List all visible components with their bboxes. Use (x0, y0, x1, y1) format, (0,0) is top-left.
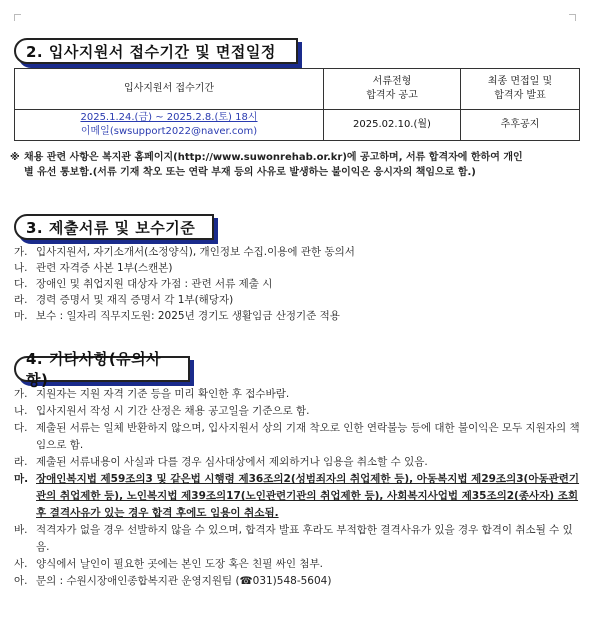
notice-line-1: 채용 관련 사항은 복지관 홈페이지(http://www.suwonrehab.or.kr)에 공고하며, 서류 합격자에 한하여 개인 (24, 152, 523, 163)
page-corner-mark (14, 14, 21, 21)
cell-period (15, 110, 324, 141)
period-email: 이메일(swsupport2022@naver.com) (80, 126, 258, 137)
list-item: 나. 입사지원서 작성 시 기간 산정은 채용 공고일을 기준으로 함. (14, 405, 310, 417)
list-item: 라. 경력 증명서 및 재직 증명서 각 1부(해당자) (14, 294, 234, 306)
list-item: 가. 지원자는 지원 자격 기준 등을 미리 확인한 후 접수바람. (14, 388, 290, 400)
section-3-heading (14, 214, 214, 240)
header-period: 입사지원서 접수기간 (15, 69, 324, 110)
section-3-title: 3. 제출서류 및 보수기준 (26, 218, 196, 237)
contact-info: 문의 : 수원시장애인종합복지관 운영지원팀 (☎031)548-5604) (36, 575, 332, 587)
section-4-list (14, 386, 580, 590)
section-4-heading (14, 350, 190, 389)
list-item: 아. 문의 : 수원시장애인종합복지관 운영지원팀 (☎031)548-5604) (14, 573, 580, 590)
list-item: 다. 장애인 및 취업지원 대상자 가점 : 관련 서류 제출 시 (14, 278, 273, 290)
period-dates: 2025.1.24.(금) ~ 2025.2.8.(토) 18시 (80, 112, 258, 123)
section-4-title: 4. 기타사항(유의사항) (26, 350, 162, 389)
list-item: 사. 양식에서 날인이 필요한 곳에는 본인 도장 혹은 친필 싸인 첨부. (14, 558, 323, 570)
list-item: 나. 관련 자격증 사본 1부(스캔본) (14, 262, 173, 274)
notice-text (10, 150, 582, 180)
list-item: 마. 장애인복지법 제59조의3 및 같은법 시행령 제36조의2(성범죄자의 취업제한 등), 아동복지법 제29조의3(아동관련기관의 취업제한 등), 노인복지법 제39조의17(노인관련기관의 취업제한 등), 사회복지사업법 제35조의2(종사자) 조회 후 결격사유가 있는 경우 합격 후에도 임용이 취소됨. (14, 471, 580, 522)
list-item: 가. 입사지원서, 자기소개서(소정양식), 개인정보 수집.이용에 관한 동의서 (14, 246, 355, 258)
list-item: 라. 제출된 서류내용이 사실과 다를 경우 심사대상에서 제외하거나 임용을 취소할 수 있음. (14, 456, 428, 468)
table-header-row (15, 69, 580, 110)
header-final: 최종 면접일 및 합격자 발표 (461, 69, 580, 110)
cell-doc-announce: 2025.02.10.(월) (324, 110, 461, 141)
header-doc-announce: 서류전형 합격자 공고 (324, 69, 461, 110)
section-2-heading (14, 38, 298, 64)
schedule-table (14, 68, 580, 141)
list-item: 마. 보수 : 일자리 직무지도원: 2025년 경기도 생활임금 산정기준 적용 (14, 310, 340, 322)
section-2-title: 2. 입사지원서 접수기간 및 면접일정 (26, 42, 276, 61)
section-3-list (14, 244, 580, 324)
notice-mark: ※ (10, 152, 20, 163)
table-row (15, 110, 580, 141)
legal-notice: 장애인복지법 제59조의3 및 같은법 시행령 제36조의2(성범죄자의 취업제한 등), 아동복지법 제29조의3(아동관련기관의 취업제한 등), 노인복지법 제39조의17(노인관련기관의 취업제한 등), 사회복지사업법 제35조의2(종사자) 조회 후 결격사유가 있는 경우 합격 후에도 임용이 취소됨. (36, 473, 580, 519)
list-item: 바. 적격자가 없을 경우 선발하지 않을 수 있으며, 합격자 발표 후라도 부적합한 결격사유가 있을 경우 합격이 취소될 수 있음. (14, 524, 573, 553)
notice-line-2: 별 유선 통보함.(서류 기재 착오 또는 연락 부재 등의 사유로 발생하는 불이익은 응시자의 책임으로 함.) (24, 167, 476, 178)
page-corner-mark (569, 14, 576, 21)
cell-final: 추후공지 (461, 110, 580, 141)
list-item: 다. 제출된 서류는 일체 반환하지 않으며, 입사지원서 상의 기재 착오로 인한 연락불능 등에 대한 불이익은 모두 지원자의 책임으로 함. (14, 422, 580, 451)
